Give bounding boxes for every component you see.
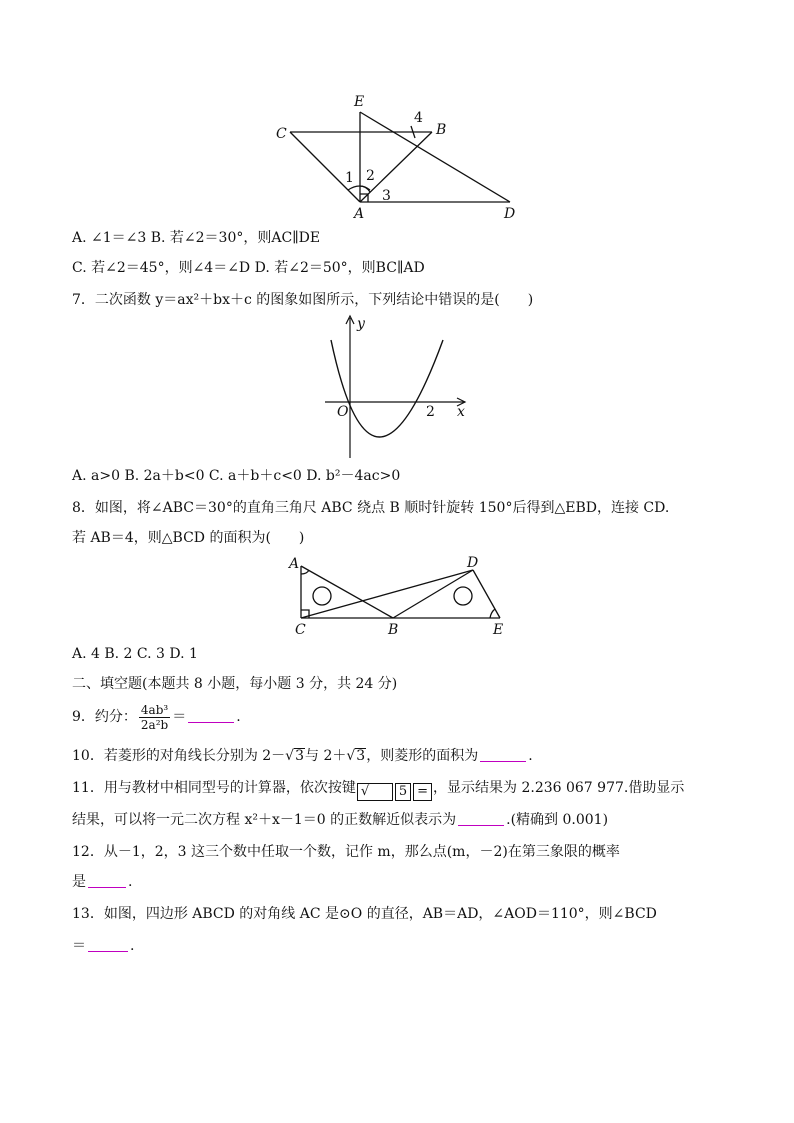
q10-end: . — [528, 748, 533, 764]
q11-line2-text: 结果，可以将一元二次方程 x²＋x－1＝0 的正数解近似表示为 — [72, 812, 457, 828]
label-b: B — [436, 122, 447, 138]
segment-ab — [301, 566, 393, 618]
label-n4: 4 — [414, 110, 423, 126]
q12-line2 — [72, 872, 132, 892]
q9-prefix: 9．约分： — [72, 709, 137, 725]
label-e: E — [354, 94, 365, 110]
angle-mark-a — [301, 570, 309, 574]
label-d: D — [504, 206, 516, 222]
q7-options: A. a>0 B. 2a＋b<0 C. a＋b＋c<0 D. b²－4ac>0 — [72, 468, 401, 484]
q10-part3: ，则菱形的面积为 — [366, 748, 479, 764]
q12-answer-blank[interactable] — [88, 873, 126, 888]
parabola-curve — [331, 340, 443, 437]
segment-cd — [301, 570, 473, 618]
q9-denominator: 2a²b — [140, 717, 169, 732]
segment-de — [473, 570, 500, 618]
q11-line2-end: .(精确到 0.001) — [506, 812, 609, 828]
label-e: E — [493, 622, 504, 638]
q6-options-line1: A. ∠1＝∠3 B. 若∠2＝30°，则AC∥DE — [72, 230, 321, 246]
q9-fraction — [139, 703, 170, 732]
q13-answer-blank[interactable] — [88, 937, 128, 952]
q10-radicand-2: 3 — [356, 748, 366, 764]
q8-stem-line2: 若 AB＝4，则△BCD 的面积为( ) — [72, 530, 305, 546]
q8-options: A. 4 B. 2 C. 3 D. 1 — [72, 646, 198, 662]
triangle-hole-right — [454, 587, 472, 605]
q10-radicand-1: 3 — [295, 748, 305, 764]
q12-line2-text: 是 — [72, 874, 86, 890]
sqrt-sign-icon: √ — [285, 748, 295, 764]
q11-part2: ，显示结果为 2.236 067 977.借助显示 — [433, 780, 685, 796]
label-c: C — [295, 622, 306, 638]
q13-line2-text: ＝ — [72, 938, 86, 954]
segment-ca — [290, 132, 360, 202]
label-n3: 3 — [382, 188, 391, 204]
q10-part1: 10．若菱形的对角线长分别为 2－ — [72, 748, 286, 764]
q9 — [72, 700, 241, 734]
label-n1: 1 — [345, 170, 354, 186]
label-c: C — [276, 126, 287, 142]
q11-line2 — [72, 810, 608, 830]
segment-ab — [360, 132, 432, 202]
label-d: D — [467, 555, 479, 571]
q12-line1: 12．从－1，2，3 这三个数中任取一个数，记作 m，那么点(m，－2)在第三象限的概率 — [72, 844, 620, 860]
calc-key-sqrt: √ — [357, 783, 393, 801]
q9-numerator: 4ab³ — [140, 702, 169, 717]
q11-line1 — [72, 778, 684, 801]
q8-stem-line1: 8．如图，将∠ABC＝30°的直角三角尺 ABC 绕点 B 顺时针旋转 150°后得到△EBD，连接 CD. — [72, 500, 670, 516]
q7-stem: 7．二次函数 y＝ax²＋bx＋c 的图象如图所示，下列结论中错误的是( ) — [72, 292, 534, 308]
label-b: B — [388, 622, 399, 638]
label-a: A — [354, 206, 365, 222]
label-n2: 2 — [366, 168, 375, 184]
q10-answer-blank[interactable] — [480, 747, 526, 762]
figure-q7-parabola — [315, 310, 475, 465]
q13-end: . — [130, 938, 135, 954]
label-two: 2 — [426, 404, 435, 420]
q6-options-line2: C. 若∠2＝45°，则∠4＝∠D D. 若∠2＝50°，则BC∥AD — [72, 260, 425, 276]
label-y: y — [357, 316, 365, 332]
figure-q6-triangles — [270, 90, 530, 225]
figure-q8-set-squares — [285, 554, 510, 638]
q10 — [72, 746, 533, 766]
label-origin: O — [337, 404, 349, 420]
angle-mark-e — [490, 609, 495, 618]
q13-line2 — [72, 936, 134, 956]
q10-part2: 与 2＋ — [305, 748, 347, 764]
triangle-hole-left — [313, 587, 331, 605]
q9-answer-blank[interactable] — [188, 708, 234, 723]
q9-end: . — [236, 709, 241, 725]
segment-bd — [393, 570, 473, 618]
q9-equals: ＝ — [172, 709, 187, 725]
q11-part1: 11．用与教材中相同型号的计算器，依次按键 — [72, 780, 356, 796]
q12-end: . — [128, 874, 133, 890]
section-2-title: 二、填空题(本题共 8 小题，每小题 3 分，共 24 分) — [72, 676, 398, 692]
calc-key-5: 5 — [395, 783, 411, 801]
calc-key-equals: = — [413, 783, 432, 801]
label-a: A — [289, 556, 300, 572]
q11-answer-blank[interactable] — [458, 811, 504, 826]
sqrt-sign-icon: √ — [346, 748, 356, 764]
q13-line1: 13．如图，四边形 ABCD 的对角线 AC 是⊙O 的直径，AB＝AD，∠AOD＝110°，则∠BCD — [72, 906, 657, 922]
label-x: x — [457, 404, 465, 420]
